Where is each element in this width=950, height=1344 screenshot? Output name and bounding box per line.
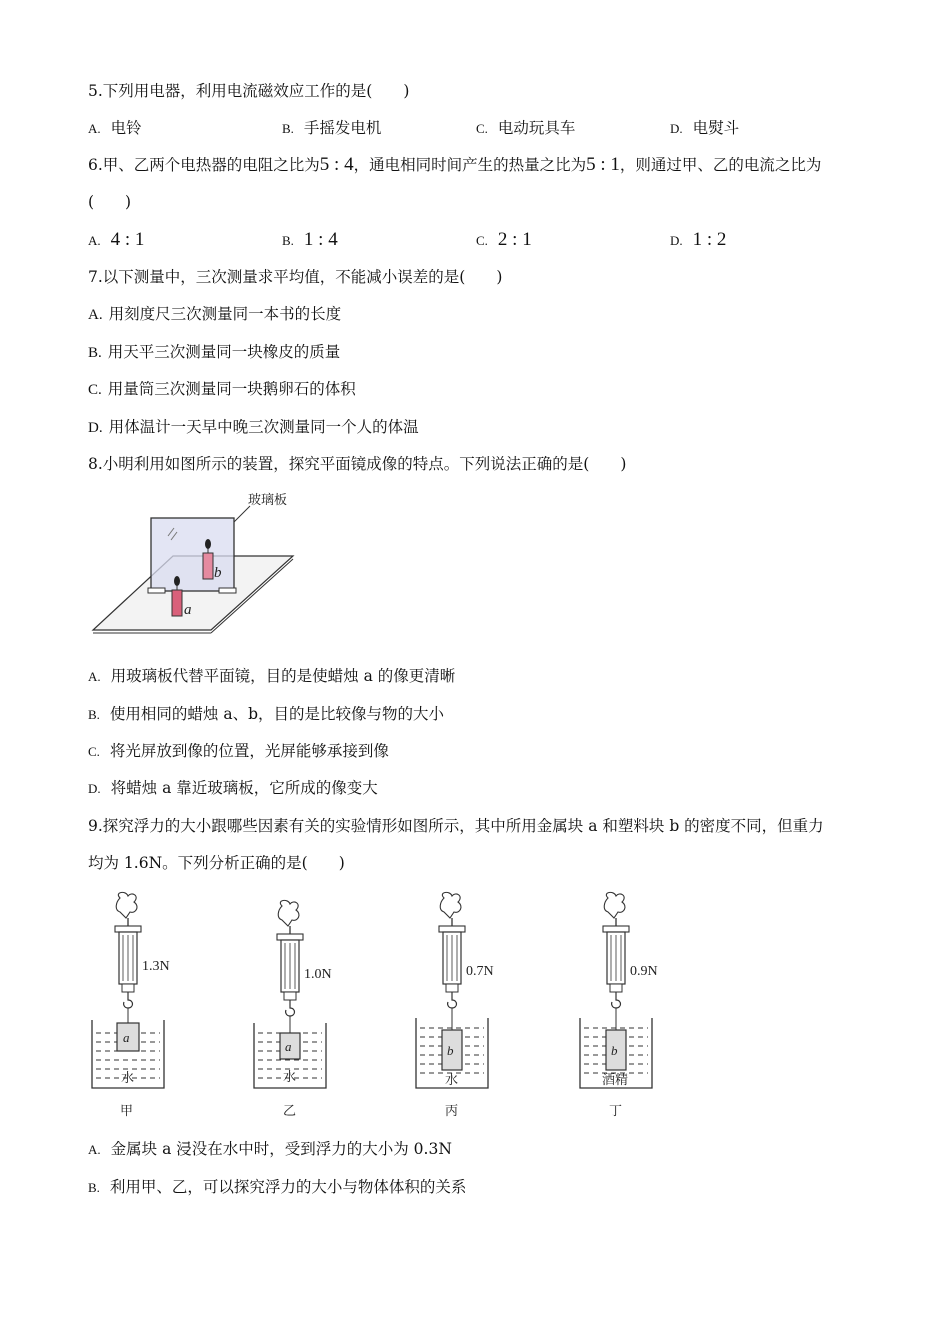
q6-option-d	[670, 229, 726, 252]
q9-figure-jia	[88, 890, 198, 1125]
q6-stem-part1: 6.甲、乙两个电热器的电阻之比为	[88, 156, 320, 174]
q9-stem-line1: 9.探究浮力的大小跟哪些因素有关的实验情形如图所示，其中所用金属块 a 和塑料块 b 的密度不同，但重力	[88, 817, 824, 835]
q9-bing-caption: 丙	[445, 1103, 459, 1118]
q8-option-c-key: C.	[88, 744, 100, 759]
q6-option-d-key: D.	[670, 233, 683, 248]
q6-option-c-text: 2 : 1	[497, 229, 532, 250]
q5-option-d	[670, 117, 739, 140]
q5-option-a	[88, 117, 142, 140]
q9-yi-block-label: a	[285, 1039, 292, 1054]
q7-option-d	[88, 416, 419, 439]
q5-stem: 5.下列用电器，利用电流磁效应工作的是( )	[88, 82, 410, 100]
q7-option-b-key: B.	[88, 345, 102, 361]
q6-option-a-text: 4 : 1	[110, 229, 145, 250]
q5-option-b-text: 手摇发电机	[303, 119, 382, 137]
q9-figure-bing	[412, 890, 522, 1125]
q9-bing-liquid-label: 水	[445, 1072, 459, 1087]
q9-bing-reading: 0.7N	[466, 964, 494, 979]
q7-option-a-key: A.	[88, 307, 103, 323]
q8-option-c	[88, 740, 389, 763]
q7-option-c-key: C.	[88, 382, 102, 398]
q9-ding-block-label: b	[611, 1043, 618, 1058]
q6-option-d-text: 1 : 2	[692, 229, 727, 250]
q9-jia-caption: 甲	[120, 1103, 134, 1118]
q9-option-a-text: 金属块 a 浸没在水中时，受到浮力的大小为 0.3N	[110, 1140, 452, 1158]
q8-option-c-text: 将光屏放到像的位置，光屏能够承接到像	[109, 742, 389, 760]
q9-option-a	[88, 1138, 452, 1161]
q8-option-a-text: 用玻璃板代替平面镜，目的是使蜡烛 a 的像更清晰	[110, 667, 456, 685]
q5-option-c	[476, 117, 575, 140]
q8-option-a	[88, 665, 455, 688]
q9-jia-block-label: a	[123, 1030, 130, 1045]
q7-option-d-key: D.	[88, 420, 103, 436]
q9-yi-caption: 乙	[283, 1103, 297, 1118]
q9-jia-reading: 1.3N	[142, 959, 170, 974]
q6-stem-part3: ，则通过甲、乙的电流之比为	[619, 156, 822, 174]
q6-option-a	[88, 229, 144, 252]
q9-option-b-key: B.	[88, 1180, 100, 1195]
q8-option-b-text: 使用相同的蜡烛 a、b，目的是比较像与物的大小	[109, 705, 445, 723]
q7-option-c-text: 用量筒三次测量同一块鹅卵石的体积	[107, 380, 356, 398]
q7-option-c	[88, 378, 356, 401]
q9-bing-block-label: b	[447, 1043, 454, 1058]
q9-yi-liquid-label: 水	[283, 1069, 297, 1084]
q6-option-c	[476, 229, 532, 252]
q9-yi-reading: 1.0N	[304, 967, 332, 982]
q8-candle-b-label: b	[214, 565, 222, 581]
q7-option-a	[88, 303, 341, 326]
q5-option-a-key: A.	[88, 121, 101, 136]
q6-option-c-key: C.	[476, 233, 488, 248]
q9-option-b-text: 利用甲、乙，可以探究浮力的大小与物体体积的关系	[109, 1178, 467, 1196]
q9-option-a-key: A.	[88, 1142, 101, 1157]
q6-option-b	[282, 229, 338, 252]
q8-option-a-key: A.	[88, 669, 101, 684]
q7-stem: 7.以下测量中，三次测量求平均值，不能减小误差的是( )	[88, 268, 503, 286]
q6-option-b-text: 1 : 4	[303, 229, 338, 250]
q9-ding-caption: 丁	[609, 1103, 623, 1118]
q8-option-b-key: B.	[88, 707, 100, 722]
q8-option-d-text: 将蜡烛 a 靠近玻璃板，它所成的像变大	[110, 779, 378, 797]
q9-figure-yi	[250, 898, 360, 1125]
q6-ratio-resistance: 5 : 4	[319, 154, 354, 175]
q7-option-a-text: 用刻度尺三次测量同一本书的长度	[108, 305, 342, 323]
q9-ding-reading: 0.9N	[630, 964, 658, 979]
q7-option-b	[88, 341, 340, 364]
q9-ding-liquid-label: 酒精	[602, 1072, 629, 1087]
q8-candle-a-label: a	[184, 602, 192, 618]
q8-glass-label: 玻璃板	[248, 492, 288, 507]
q5-option-c-key: C.	[476, 121, 488, 136]
q8-plane-mirror-figure	[88, 488, 303, 638]
q6-stem	[88, 154, 821, 176]
q6-stem-part2: ，通电相同时间产生的热量之比为	[353, 156, 587, 174]
q9-option-b	[88, 1176, 466, 1199]
q9-figure-ding	[576, 890, 686, 1125]
q5-option-a-text: 电铃	[110, 119, 142, 137]
q5-option-b	[282, 117, 381, 140]
q8-candle-a	[172, 590, 182, 616]
q6-stem-line2: ( )	[88, 193, 132, 211]
q5-option-b-key: B.	[282, 121, 294, 136]
q6-option-b-key: B.	[282, 233, 294, 248]
q8-candle-b	[203, 553, 213, 579]
q8-stem: 8.小明利用如图所示的装置，探究平面镜成像的特点。下列说法正确的是( )	[88, 455, 627, 473]
q8-glass-plate	[151, 518, 234, 591]
q7-option-b-text: 用天平三次测量同一块橡皮的质量	[107, 343, 341, 361]
q8-option-d	[88, 777, 378, 800]
q5-option-d-key: D.	[670, 121, 683, 136]
q6-option-a-key: A.	[88, 233, 101, 248]
q5-option-d-text: 电熨斗	[692, 119, 740, 137]
q7-option-d-text: 用体温计一天早中晚三次测量同一个人的体温	[108, 418, 419, 436]
q5-option-c-text: 电动玩具车	[497, 119, 576, 137]
q8-option-d-key: D.	[88, 781, 101, 796]
q9-jia-liquid-label: 水	[121, 1070, 135, 1085]
q9-stem-line2: 均为 1.6N。下列分析正确的是( )	[88, 854, 345, 872]
q8-option-b	[88, 703, 444, 726]
q6-ratio-heat: 5 : 1	[586, 154, 620, 175]
